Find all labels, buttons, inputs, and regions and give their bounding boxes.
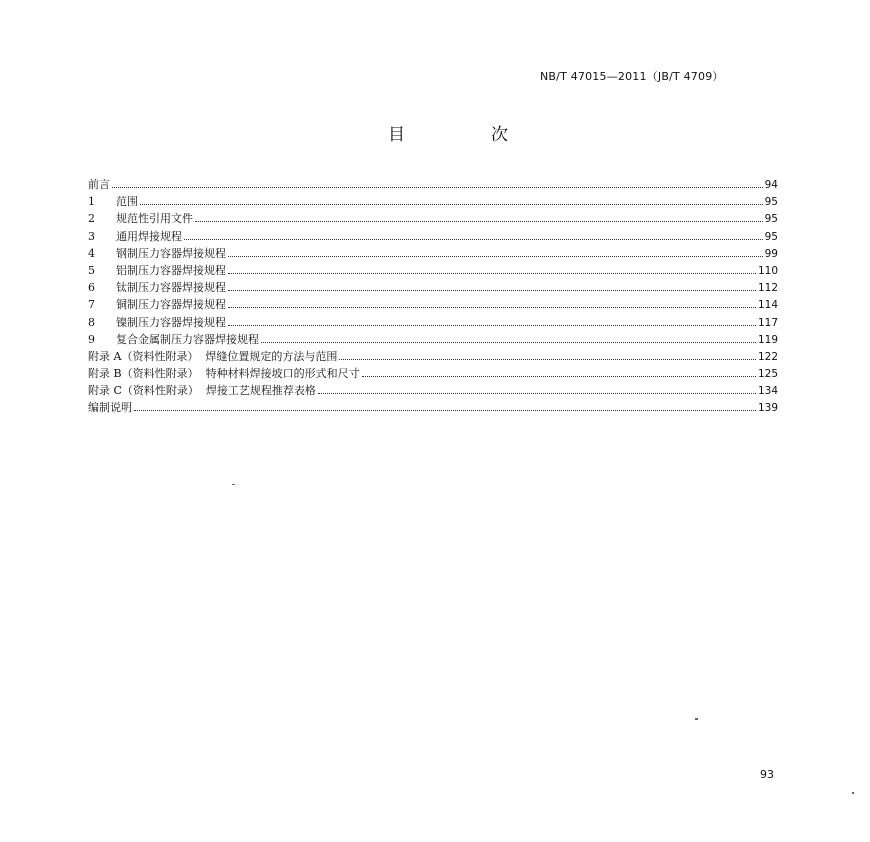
toc-leader-dots (261, 341, 756, 343)
toc-entry-9[interactable] (88, 331, 778, 348)
toc-entry-1[interactable] (88, 193, 778, 210)
toc-entry-appendix-c[interactable] (88, 382, 778, 399)
toc-entry-page: 95 (764, 196, 778, 209)
toc-entry-page: 95 (764, 213, 778, 226)
toc-entry-number: 4 (88, 246, 95, 260)
toc-entry-title: 钛制压力容器焊接规程 (116, 281, 226, 295)
page-title (388, 120, 508, 145)
toc-leader-dots (140, 203, 763, 205)
toc-entry-page: 112 (757, 282, 778, 295)
toc-entry-page: 117 (757, 316, 778, 329)
toc-entry-title: 铜制压力容器焊接规程 (116, 298, 226, 312)
toc-entry-title: 附录 B（资料性附录） 特种材料焊接坡口的形式和尺寸 (88, 367, 360, 381)
toc-entry-number: 2 (88, 212, 95, 226)
title-char-1: 目 (388, 125, 405, 145)
toc-entry-8[interactable] (88, 314, 778, 331)
toc-leader-dots (228, 306, 756, 308)
toc-entry-number: 8 (88, 315, 95, 329)
toc-leader-dots (228, 324, 756, 326)
toc-leader-dots (195, 220, 763, 222)
toc-entry-page: 119 (757, 333, 778, 346)
title-char-2: 次 (491, 125, 508, 145)
toc-entry-title: 前言 (88, 178, 110, 191)
toc-entry-page: 125 (757, 368, 778, 381)
toc-entry-number: 3 (88, 229, 95, 243)
toc-entry-title: 通用焊接规程 (116, 229, 182, 243)
toc-entry-title: 钢制压力容器焊接规程 (116, 246, 226, 260)
toc-entry-page: 95 (764, 230, 778, 243)
toc-entry-title: 附录 C（资料性附录） 焊接工艺规程推荐表格 (88, 384, 316, 398)
toc-entry-number: 1 (88, 195, 95, 209)
toc-leader-dots (228, 272, 756, 274)
toc-entry-title: 铝制压力容器焊接规程 (116, 263, 226, 277)
toc-leader-dots (318, 392, 756, 394)
scan-speck (695, 718, 698, 720)
toc-entry-title: 附录 A（资料性附录） 焊缝位置规定的方法与范围 (88, 349, 338, 363)
toc-entry-page: 99 (764, 247, 778, 260)
toc-leader-dots (228, 255, 763, 257)
toc-leader-dots (339, 358, 756, 360)
toc-entry-4[interactable] (88, 245, 778, 262)
toc-entry-number: 6 (88, 281, 95, 295)
toc-entry-6[interactable] (88, 279, 778, 296)
toc-entry-7[interactable] (88, 296, 778, 313)
toc-entry-5[interactable] (88, 262, 778, 279)
toc-entry-page: 110 (757, 264, 778, 277)
toc-entry-page: 134 (757, 385, 778, 398)
scan-speck (232, 484, 235, 485)
page-number: 93 (760, 768, 774, 781)
toc-entry-number: 9 (88, 332, 95, 346)
toc-entry-title: 复合金属制压力容器焊接规程 (116, 332, 259, 346)
toc-entry-title: 编制说明 (88, 401, 132, 415)
toc-entry-title: 镍制压力容器焊接规程 (116, 315, 226, 329)
toc-entry-appendix-b[interactable] (88, 365, 778, 382)
toc-entry-3[interactable] (88, 228, 778, 245)
toc-leader-dots (184, 238, 763, 240)
standard-number-header: NB/T 47015—2011（JB/T 4709） (540, 70, 724, 83)
toc-entry-title: 规范性引用文件 (116, 212, 193, 226)
table-of-contents (88, 176, 778, 417)
toc-entry-page: 122 (757, 350, 778, 363)
toc-entry-number: 5 (88, 263, 95, 277)
scan-speck (852, 792, 854, 794)
toc-leader-dots (134, 409, 756, 411)
toc-entry-appendix-a[interactable] (88, 348, 778, 365)
toc-entry-foreword[interactable] (88, 176, 778, 193)
toc-leader-dots (228, 289, 756, 291)
toc-leader-dots (362, 375, 756, 377)
toc-entry-2[interactable] (88, 210, 778, 227)
toc-entry-explanation[interactable] (88, 399, 778, 416)
toc-entry-page: 114 (757, 299, 778, 312)
toc-entry-number: 7 (88, 298, 95, 312)
toc-entry-title: 范围 (116, 195, 138, 209)
toc-leader-dots (112, 186, 763, 188)
toc-entry-page: 94 (764, 179, 778, 191)
toc-entry-page: 139 (757, 402, 778, 415)
